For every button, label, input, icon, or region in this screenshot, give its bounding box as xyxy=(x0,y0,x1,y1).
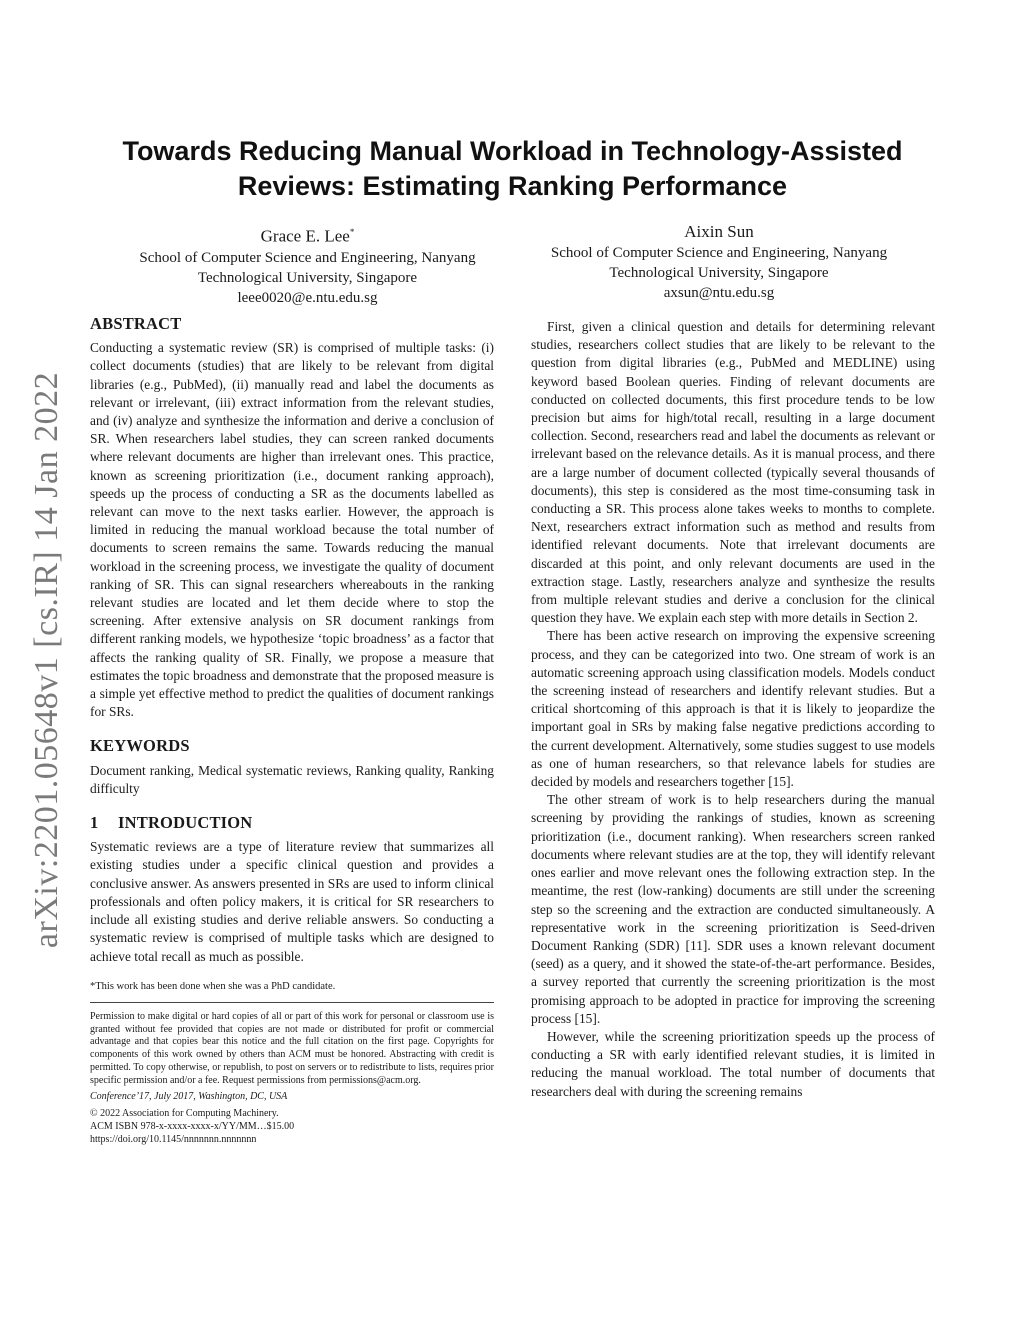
section-number: 1 xyxy=(90,813,99,833)
arxiv-identifier: arXiv:2201.05648v1 [cs.IR] 14 Jan 2022 xyxy=(28,371,65,949)
author-email-1: leee0020@e.ntu.edu.sg xyxy=(237,289,378,306)
author-email-2: axsun@ntu.edu.sg xyxy=(663,285,775,301)
section-title: INTRODUCTION xyxy=(118,813,253,833)
paper-title xyxy=(90,134,935,204)
permission-notice: Permission to make digital or hard copies of all or part of this work for personal or classroom use is granted without fee provided that copies are not made or distributed for profit or commercial advantage and that copies bear this notice and the full citation on the first page. Copyrights for components of this work owned by others than ACM must be honored. Abstracting with credit is permitted. To copy otherwise, or republish, to post on servers or to redistribute to lists, requires prior specific permission and/or a fee. Request permissions from permissions@acm.org. xyxy=(90,1010,494,1086)
author-block-1 xyxy=(110,221,505,308)
copyright-notice: © 2022 Association for Computing Machinery. xyxy=(90,1108,279,1120)
paragraph-1: First, given a clinical question and details for determining relevant studies, researchers collect studies that are likely to be relevant to the question from digital libraries (e.g., PubMed and MEDLINE) using keyword based Boolean queries. Finding of relevant documents are conducted on collected documents, this first procedure tends to be low precision but aims for high/total recall, resulting in a large document collection. Second, researchers read and label the documents as relevant or irrelevant based on the relevance details. As it is manual process, and there are a large number of document collected (typically several thousands of documents), this step is considered as the most time-consuming task in conducting a SR. This process alone takes weeks to months to complete. Next, researchers extract information such as method and results from identified relevant documents. Note that irrelevant documents are discarded at this point, and only relevant documents are used in the extraction stage. Lastly, researchers analyze and synthesize the results from multiple relevant studies and derive a conclusion for the clinical question they have. We explain each step with more details in Section 2. xyxy=(531,319,935,626)
paragraph-4: However, while the screening prioritization speeds up the process of conducting a SR with early identified relevant studies, it is limited in reducing the manual workload. The total number of documents that researchers deal with during the screening remains xyxy=(531,1028,935,1099)
author-affiliation-1b: Technological University, Singapore xyxy=(197,269,418,286)
author-block-2 xyxy=(520,221,918,303)
left-column xyxy=(90,315,494,1147)
keywords-heading: KEYWORDS xyxy=(90,736,190,756)
isbn-line: ACM ISBN 978-x-xxxx-xxxx-x/YY/MM…$15.00 xyxy=(90,1121,295,1133)
arxiv-side-stamp xyxy=(23,371,71,949)
title-line-1: Towards Reducing Manual Workload in Technology-Assisted xyxy=(122,136,903,166)
author-affiliation-2b: Technological University, Singapore xyxy=(609,265,829,281)
abstract-heading: ABSTRACT xyxy=(90,314,182,333)
introduction-text: Systematic reviews are a type of literature review that summarizes all existing studies under a specific clinical question and provides a conclusive answer. As answers presented in SRs are used to inform clinical professionals and often policy makers, it is critical for SR researchers to include all existing studies and derive reliable answers. So conducting a systematic review is comprised of multiple tasks which are designed to achieve total recall as much as possible. xyxy=(90,839,494,964)
doi-link[interactable]: https://doi.org/10.1145/nnnnnnn.nnnnnnn xyxy=(90,1133,257,1145)
right-column xyxy=(531,318,935,1101)
author-footnote: *This work has been done when she was a PhD candidate. xyxy=(90,980,336,992)
author-name-2: Aixin Sun xyxy=(684,222,754,241)
author-affiliation-1a: School of Computer Science and Engineering, Nanyang xyxy=(139,249,476,266)
keywords-text: Document ranking, Medical systematic reviews, Ranking quality, Ranking difficulty xyxy=(90,762,494,796)
abstract-text: Conducting a systematic review (SR) is comprised of multiple tasks: (i) collect documents (studies) that are likely to be relevant from digital libraries (e.g., PubMed), (ii) manually read and label the documents as relevant or irrelevant, (iii) extract information from the relevant studies, and (iv) analyze and synthesize the information and derive a conclusion of SR. When researchers label studies, they can screen ranked documents where relevant documents are higher than irrelevant ones. This practice, known as screening prioritization (i.e., document ranking approach), speeds up the process of conducting a SR as the documents labelled as relevant can move to the next tasks earlier. However, the approach is limited in reducing the manual workload because the total number of documents to screen remains the same. Towards reducing the manual workload in the screening process, we investigate the quality of document ranking of SR. This can signal researchers whereabouts in the ranking relevant studies are located and let them decide where to stop the screening. After extensive analysis on SR document rankings from different ranking models, we hypothesize ‘topic broadness’ as a factor that affects the ranking quality of SR. Finally, we propose a measure that estimates the topic broadness and demonstrate that the proposed measure is a simple yet effective method to predict the qualities of document rankings for SRs. xyxy=(90,340,494,720)
conference-info: Conference’17, July 2017, Washington, DC, USA xyxy=(90,1091,288,1103)
author-affiliation-2a: School of Computer Science and Engineering, Nanyang xyxy=(550,245,888,261)
footnote-divider xyxy=(90,1002,494,1003)
title-line-2: Reviews: Estimating Ranking Performance xyxy=(237,171,788,201)
paragraph-3: The other stream of work is to help researchers during the manual screening by providing the rankings of studies, known as screening prioritization (i.e., document ranking). When researchers screen ranked documents where relevant studies are at the top, they will identify relevant ones earlier and move relevant ones the following extraction step. In the meantime, the rest (low-ranking) documents are still under the screening step so the screening and the extraction are conducted simultaneously. A representative work in the screening prioritization is Seed-driven Document Ranking (SDR) [11]. SDR uses a known relevant document (seed) as a query, and it showed the state-of-the-art performance. Besides, a survey reported that currently the screening prioritization is the most promising approach to be adopted in practice for improving the screening process [15]. xyxy=(531,792,935,1026)
author-name-1: Grace E. Lee* xyxy=(260,226,355,246)
introduction-heading xyxy=(90,814,494,832)
paragraph-2: There has been active research on improving the expensive screening process, and they can be categorized into two. One stream of work is an automatic screening approach using classification models. Models conduct the screening instead of researchers and identify relevant studies. But a critical shortcoming of this approach is that it is likely to jeopardize the important goal in SRs by making false negative predictions according to the current development. Alternatively, some studies suggest to use models as one of human researchers, so that relevance labels for studies are decided by models and researchers together [15]. xyxy=(531,628,935,790)
